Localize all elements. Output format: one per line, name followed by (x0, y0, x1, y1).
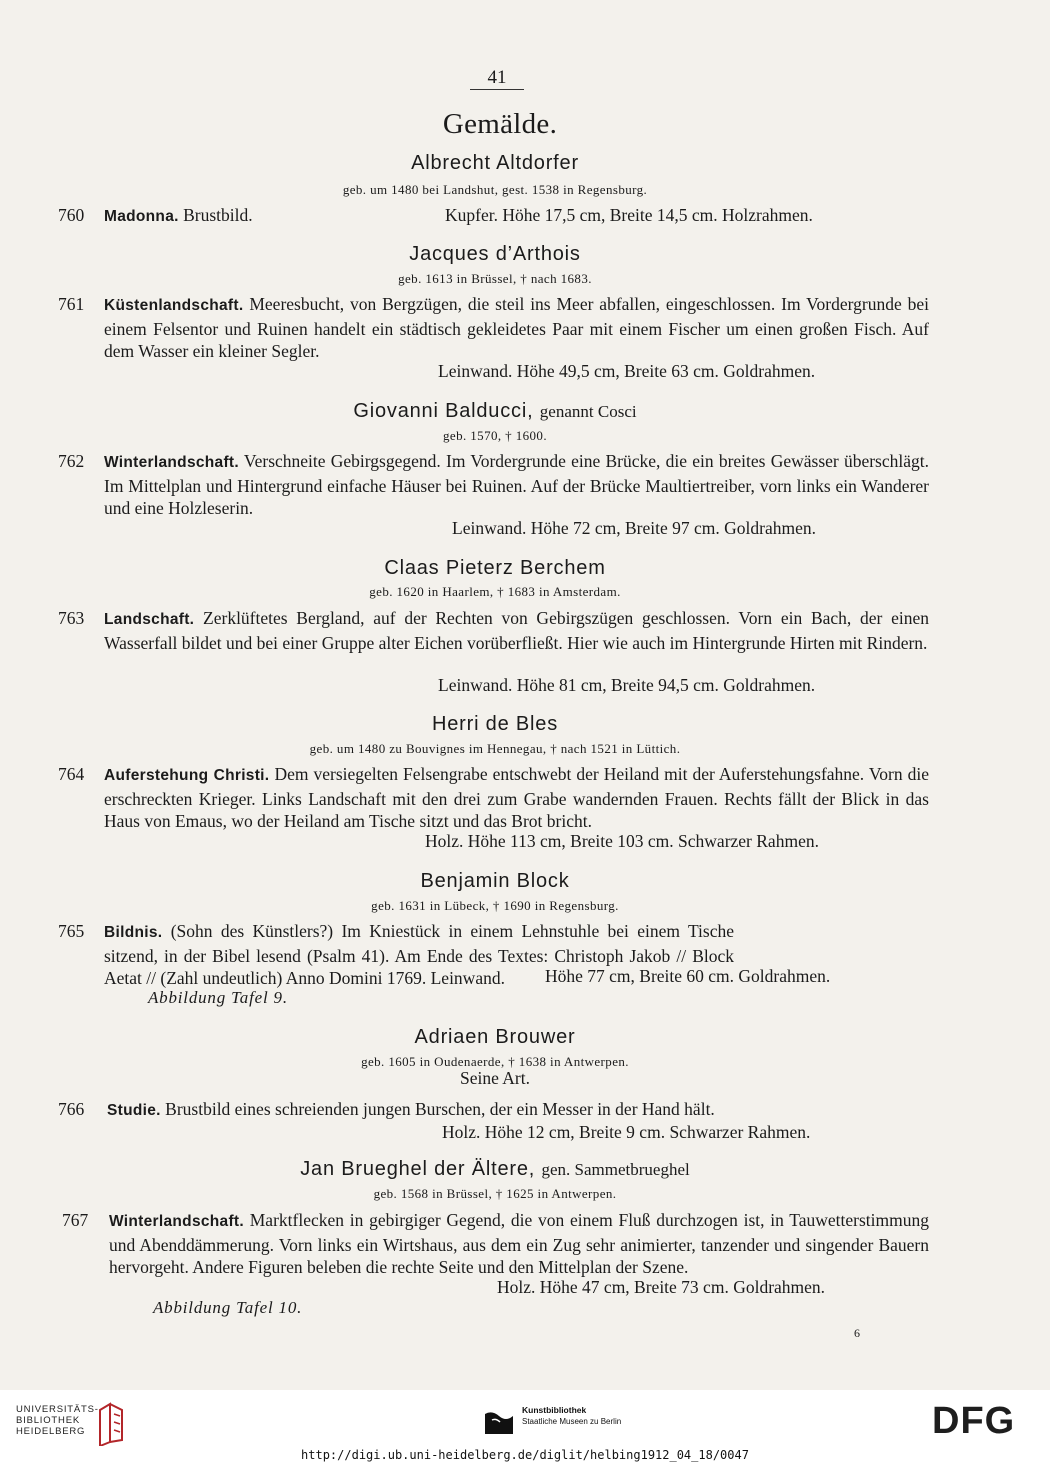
lot-description (104, 763, 929, 833)
dfg-logo: DFG (932, 1400, 1016, 1442)
attribution-note: Seine Art. (460, 1068, 530, 1088)
page-number: 41 (470, 68, 524, 90)
artist-name: Jacques d’Arthois (409, 243, 581, 265)
artist-name: Albrecht Altdorfer (411, 152, 579, 174)
lot-measurements: Leinwand. Höhe 81 cm, Breite 94,5 cm. Goldrahmen. (438, 675, 816, 695)
artist-bio: geb. 1631 in Lübeck, † 1690 in Regensburg. (371, 898, 619, 913)
lot-description (109, 1209, 929, 1279)
university-library-name (16, 1404, 99, 1437)
lot-text: Zerklüftetes Bergland, auf der Rechten von Gebirgszügen geschlossen. Vorn ein Bach, der einen Wasserfall bildet und bei einer Gruppe alter Eichen vorüberfließt. Hier wie auch im Hintergrunde Hirten mit Rindern. (104, 608, 930, 653)
lot-measurements: Holz. Höhe 113 cm, Breite 103 cm. Schwarzer Rahmen. (425, 831, 819, 851)
artist-name: Herri de Bles (432, 713, 558, 735)
lot-text: Dem versiegelten Felsengrabe entschwebt der Heiland mit der Auferstehungsfahne. Vorn die erschreckten Krieger. Links Landschaft mit den drei zum Grabe wandernden Frauen. Rechts fällt der Blick in das Haus von Emaus, wo der Heiland am Tische sitzt und das Brot bricht. (104, 764, 929, 831)
artist-name: Adriaen Brouwer (414, 1026, 576, 1048)
artist-bio: geb. 1620 in Haarlem, † 1683 in Amsterdam. (369, 584, 621, 599)
lot-keyword: Studie. (107, 1102, 161, 1119)
lot-description (104, 607, 929, 654)
lot-number: 760 (58, 205, 85, 225)
artist-bio: geb. um 1480 bei Landshut, gest. 1538 in Regensburg. (342, 182, 648, 197)
lot-text: Brustbild. (183, 205, 253, 225)
lot-number: 763 (58, 608, 85, 628)
artist-bio: geb. um 1480 zu Bouvignes im Hennegau, † nach 1521 in Lüttich. (309, 741, 681, 756)
lot-measurements: Leinwand. Höhe 49,5 cm, Breite 63 cm. Goldrahmen. (438, 361, 816, 381)
signature-mark: 6 (854, 1326, 860, 1340)
plate-reference: Abbildung Tafel 10. (153, 1298, 303, 1317)
lot-description (104, 293, 929, 363)
artist-name: Claas Pieterz Berchem (384, 557, 606, 579)
kunstbibliothek-title: Kunstbibliothek (522, 1405, 587, 1415)
artist-bio: geb. 1613 in Brüssel, † nach 1683. (398, 271, 592, 286)
lot-description (107, 1098, 932, 1123)
lot-keyword: Landschaft. (104, 611, 195, 628)
lot-keyword: Winterlandschaft. (104, 454, 240, 471)
artist-name-text: Jan Brueghel der Ältere, (300, 1158, 536, 1180)
lot-text: Brustbild eines schreienden jungen Burschen, der ein Messer in der Hand hält. (165, 1099, 715, 1119)
lot-measurements: Kupfer. Höhe 17,5 cm, Breite 14,5 cm. Holzrahmen. (445, 205, 813, 225)
lot-number: 765 (58, 921, 85, 941)
lot-keyword: Auferstehung Christi. (104, 767, 270, 784)
university-line: UNIVERSITÄTS- (16, 1404, 99, 1415)
lot-text: Marktflecken in gebirgiger Gegend, die von einem Fluß durchzogen ist, in Tauwetterstimmung und Abenddämmerung. Vorn links ein Wirtshaus, aus dem ein Zug sehr animierter, tanzender und singender Bauern hervorgeht. Andere Figuren beleben die rechte Seite und den Mittelplan der Szene. (109, 1210, 930, 1277)
lot-number: 762 (58, 451, 85, 471)
lot-measurements: Leinwand. Höhe 72 cm, Breite 97 cm. Goldrahmen. (452, 518, 816, 538)
lot-number: 764 (58, 764, 85, 784)
lot-measurements: Holz. Höhe 12 cm, Breite 9 cm. Schwarzer Rahmen. (442, 1122, 811, 1142)
lot-description (104, 450, 929, 520)
lot-keyword: Winterlandschaft. (109, 1213, 245, 1230)
artist-name (0, 400, 990, 423)
artist-bio: geb. 1605 in Oudenaerde, † 1638 in Antwerpen. (361, 1054, 629, 1069)
lot-measurements: Höhe 77 cm, Breite 60 cm. Goldrahmen. (545, 966, 831, 986)
lot-number: 767 (62, 1210, 89, 1230)
kunstbibliothek-label (522, 1405, 621, 1427)
lot-measurements: Holz. Höhe 47 cm, Breite 73 cm. Goldrahmen. (497, 1277, 826, 1297)
artist-alias: genannt Cosci (539, 402, 637, 421)
page-title: Gemälde. (442, 108, 558, 140)
lot-keyword: Madonna. (104, 208, 179, 225)
lot-text: (Sohn des Künstlers?) Im Kniestück in einem Lehnstuhle bei einem Tische sitzend, in der Bibel lesend (Psalm 41). Am Ende des Textes: Christoph Jakob // Block Aetat // (Zahl undeutlich) Anno Domini 1769. Leinwand. (104, 921, 734, 988)
lot-keyword: Bildnis. (104, 924, 163, 941)
lot-number: 761 (58, 294, 85, 314)
footer-bar (0, 1390, 1050, 1466)
kunstbibliothek-subtitle: Staatliche Museen zu Berlin (522, 1417, 622, 1426)
lot-number: 766 (58, 1099, 85, 1119)
university-line: HEIDELBERG (16, 1426, 86, 1437)
lot-text: Meeresbucht, von Bergzügen, die steil ins Meer abfallen, eingeschlossen. Im Vordergrunde bei einem Felsentor und Ruinen handelt ein städtisch gekleidetes Paar mit einem Fischer um einen großen Fisch. Auf dem Wasser ein kleiner Segler. (104, 294, 930, 361)
university-line: BIBLIOTHEK (16, 1415, 80, 1426)
source-url[interactable]: http://digi.ub.uni-heidelberg.de/diglit/helbing1912_04_18/0047 (301, 1448, 749, 1462)
artist-name (0, 1158, 990, 1181)
artist-bio: geb. 1568 in Brüssel, † 1625 in Antwerpen. (373, 1186, 617, 1201)
lot-text: Verschneite Gebirgsgegend. Im Vordergrunde eine Brücke, die ein breites Gewässer überschlägt. Im Mittelplan und Hintergrund einfache Häuser bei Ruinen. Auf der Brücke Maultiertreiber, vorn links ein Wanderer und eine Holzleserin. (104, 451, 929, 518)
lot-keyword: Küstenlandschaft. (104, 297, 244, 314)
university-logo-icon (96, 1402, 126, 1446)
artist-alias: gen. Sammetbrueghel (541, 1160, 690, 1179)
kunstbibliothek-logo-icon (482, 1404, 516, 1438)
artist-bio: geb. 1570, † 1600. (443, 428, 547, 443)
plate-reference: Abbildung Tafel 9. (148, 988, 288, 1007)
artist-name: Benjamin Block (420, 870, 570, 892)
artist-name-text: Giovanni Balducci, (353, 400, 534, 422)
